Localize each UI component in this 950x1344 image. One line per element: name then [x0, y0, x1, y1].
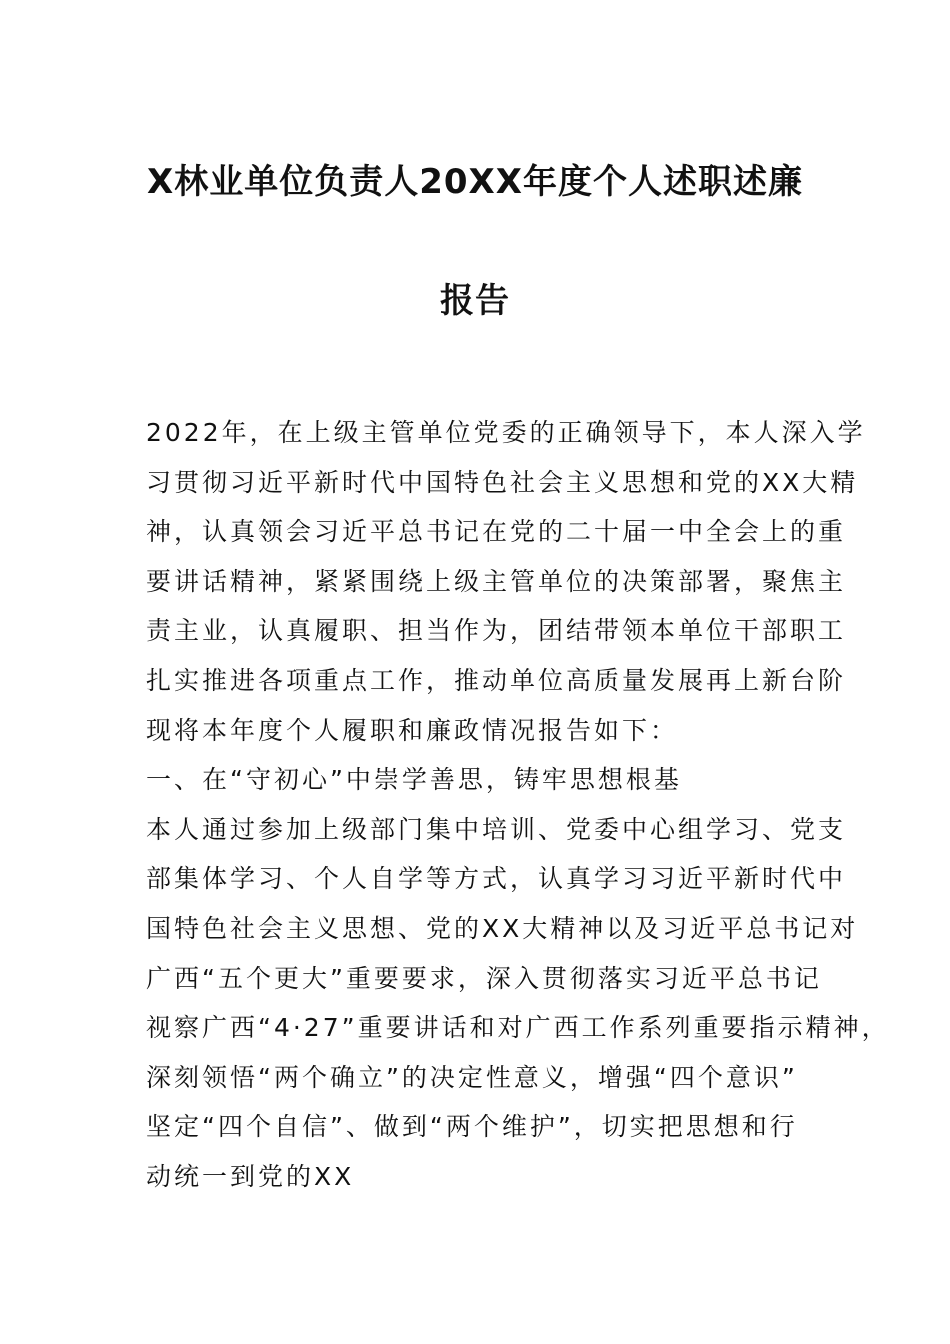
body-line: 坚定“四个自信”、做到“两个维护”，切实把思想和行 [146, 1112, 798, 1142]
body-line: 动统一到党的XX [146, 1161, 355, 1191]
body-line: 责主业，认真履职、担当作为，团结带领本单位干部职工 [146, 616, 847, 646]
body-line: 国特色社会主义思想、党的XX大精神以及习近平总书记对 [146, 913, 859, 943]
body-line: 现将本年度个人履职和廉政情况报告如下： [146, 715, 679, 745]
body-line: 部集体学习、个人自学等方式，认真学习习近平新时代中 [146, 864, 847, 894]
body-line: 视察广西“4·27”重要讲话和对广西工作系列重要指示精神， [146, 1013, 890, 1043]
body-line: 扎实推进各项重点工作，推动单位高质量发展再上新台阶 [146, 665, 847, 695]
body-line: 2022年，在上级主管单位党委的正确领导下，本人深入学 [146, 418, 866, 447]
document-title-line-1: X林业单位负责人20XX年度个人述职述廉 [147, 162, 803, 202]
section-heading: 一、在“守初心”中崇学善思，铸牢思想根基 [146, 765, 682, 795]
body-line: 深刻领悟“两个确立”的决定性意义，增强“四个意识” [146, 1062, 798, 1092]
body-line: 本人通过参加上级部门集中培训、党委中心组学习、党支 [146, 814, 847, 844]
body-line: 要讲话精神，紧紧围绕上级主管单位的决策部署，聚焦主 [146, 566, 847, 596]
document-title-line-2: 报告 [440, 281, 510, 321]
body-line: 广西“五个更大”重要要求，深入贯彻落实习近平总书记 [146, 963, 822, 993]
body-line: 神，认真领会习近平总书记在党的二十届一中全会上的重 [146, 517, 847, 547]
document-body [146, 408, 890, 1202]
body-line: 习贯彻习近平新时代中国特色社会主义思想和党的XX大精 [146, 467, 859, 497]
